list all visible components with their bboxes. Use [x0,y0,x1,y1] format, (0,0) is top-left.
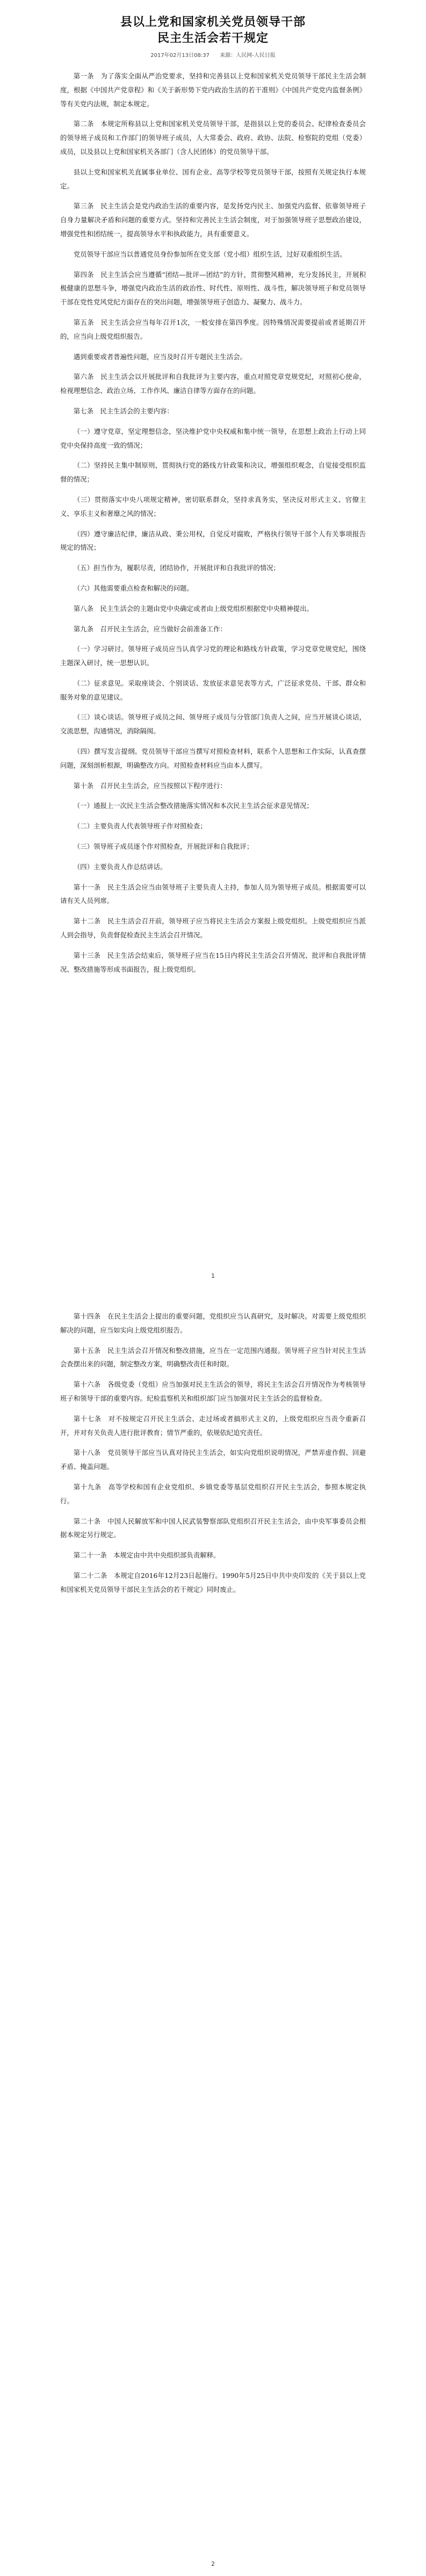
page-1-content [60,14,366,983]
article-paragraph: 第二十二条 本规定自2016年12月23日起施行。1990年5月25日中共中央印发的《关于县以上党和国家机关党员领导干部民主生活会的若干规定》同时废止。 [60,1571,366,1593]
page-number: 2 [211,2560,215,2567]
source-label: 来源：人民网-人民日报 [220,53,276,59]
article-paragraph: （三）领导班子成员逐个作对照检查，开展批评和自我批评； [73,842,254,851]
article-paragraph: 第十七条 对不按规定召开民主生活会、走过场或者搞形式主义的，上级党组织应当责令重新召开，并对有关负责人进行批评教育；情节严重的，依规依纪追究责任。 [60,1414,366,1437]
article-paragraph: （三）谈心谈话。领导班子成员之间、领导班子成员与分管部门负责人之间，应当开展谈心谈话，交流思想，沟通情况，消除隔阂。 [60,713,366,736]
article-paragraph: 第一条 为了落实全面从严治党要求，坚持和完善县以上党和国家机关党员领导干部民主生活会制度，根据《中国共产党章程》和《关于新形势下党内政治生活的若干准则》《中国共产党党内监督条例》等有关党内法规，制定本规定。 [60,72,366,108]
page-2-body [60,1309,366,1597]
article-paragraph: 第六条 民主生活会以开展批评和自我批评为主要内容，重点对照党章党规党纪，对照初心使命，检视理想信念、政治立场、工作作风、廉洁自律等方面存在的问题。 [60,373,366,395]
article-paragraph: 第十二条 民主生活会召开前，领导班子应当将民主生活会方案报上级党组织。上级党组织应当派人到会指导，负责督促检查民主生活会召开情况。 [60,917,366,940]
page-1-body [60,69,366,976]
article-paragraph: 第四条 民主生活会应当遵循“团结—批评—团结”的方针，贯彻整风精神，充分发扬民主，开展积极健康的思想斗争，增强党内政治生活的政治性、时代性、原则性、战斗性，解决领导班子和党员领导干部在党性党风党纪方面存在的突出问题，增强领导班子创造力、凝聚力、战斗力。 [60,270,366,307]
article-paragraph: 第十条 召开民主生活会，应当按照以下程序进行： [73,781,227,790]
article-paragraph: （二）主要负责人代表领导班子作对照检查； [73,822,207,831]
publish-date: 2017年02月13日08:37 [150,53,210,59]
article-paragraph: 第十三条 民主生活会结束后，领导班子应当在15日内将民主生活会召开情况、批评和自我批评情况、整改措施等形成书面报告，报上级党组织。 [60,951,366,973]
article-paragraph: 第八条 民主生活会的主题由党中央确定或者由上级党组织根据党中央精神提出。 [73,604,313,613]
article-paragraph: （六）其他需要重点检查和解决的问题。 [73,584,193,592]
document-meta [60,50,366,59]
article-paragraph: 第十五条 民主生活会召开情况和整改措施，应当在一定范围内通报。领导班子应当针对民主生活会查摆出来的问题，制定整改方案，明确整改责任和时限。 [60,1346,366,1369]
article-paragraph: （三）贯彻落实中央八项规定精神，密切联系群众，坚持求真务实，坚决反对形式主义、官僚主义、享乐主义和奢靡之风的情况； [60,495,366,518]
article-paragraph: （四）撰写发言提纲。党员领导干部应当撰写对照检查材料，联系个人思想和工作实际，认真查摆问题，深刻剖析根源，明确整改方向。对照检查材料应当由本人撰写。 [60,747,366,769]
article-paragraph: （一）遵守党章，坚定理想信念，坚决维护党中央权威和集中统一领导，在思想上政治上行动上同党中央保持高度一致的情况； [60,427,366,449]
article-paragraph: 遇到重要或者普遍性问题，应当及时召开专题民主生活会。 [73,352,247,361]
article-paragraph: （二）征求意见。采取座谈会、个别谈话、发放征求意见表等方式，广泛征求党员、干部、群众和服务对象的意见建议。 [60,679,366,701]
article-paragraph: （五）担当作为，履职尽责，团结协作，开展批评和自我批评的情况； [73,564,280,572]
page-number: 1 [211,1272,215,1279]
article-paragraph: 第三条 民主生活会是党内政治生活的重要内容，是发扬党内民主、加强党内监督、依靠领导班子自身力量解决矛盾和问题的重要方式。坚持和完善民主生活会制度，对于加强领导班子思想政治建设，增强党性和团结统一，提高领导水平和执政能力，具有重要意义。 [60,202,366,238]
document-title-line-2: 民主生活会若干规定 [157,31,269,45]
article-paragraph: （一）学习研讨。领导班子成员应当认真学习党的理论和路线方针政策，学习党章党规党纪，围绕主题深入研讨，统一思想认识。 [60,645,366,667]
page-2-content [60,1309,366,1603]
article-paragraph: 县以上党和国家机关直属事业单位、国有企业、高等学校等党员领导干部，按照有关规定执行本规定。 [60,168,366,190]
article-paragraph: 党员领导干部应当以普通党员身份参加所在党支部（党小组）组织生活，过好双重组织生活。 [73,250,346,258]
document-title-line-1: 县以上党和国家机关党员领导干部 [120,15,306,29]
article-paragraph: 第十八条 党员领导干部应当认真对待民主生活会，如实向党组织说明情况，严禁弄虚作假、回避矛盾、掩盖问题。 [60,1449,366,1471]
article-paragraph: （二）坚持民主集中制原则，贯彻执行党的路线方针政策和决议，增强组织观念，自觉接受组织监督的情况； [60,461,366,484]
article-paragraph: 第二十条 中国人民解放军和中国人民武装警察部队党组织召开民主生活会，由中央军事委员会根据本规定另行规定。 [60,1517,366,1539]
article-paragraph: 第二十一条 本规定由中共中央组织部负责解释。 [73,1551,220,1560]
article-paragraph: 第十九条 高等学校和国有企业党组织、乡镇党委等基层党组织召开民主生活会，参照本规定执行。 [60,1482,366,1505]
article-paragraph: 第二条 本规定所称县以上党和国家机关党员领导干部，是指县以上党的委员会、纪律检查委员会的领导班子成员和工作部门的领导班子成员，人大常委会、政府、政协、法院、检察院的党组（党委）成员，以及县以上党和国家机关各部门（含人民团体）的党员领导干部。 [60,120,366,156]
article-paragraph: 第十四条 在民主生活会上提出的重要问题，党组织应当认真研究，及时解决。对需要上级党组织解决的问题，应当如实向上级党组织报告。 [60,1312,366,1334]
article-paragraph: （四）遵守廉洁纪律，廉洁从政、秉公用权，自觉反对腐败，严格执行领导干部个人有关事项报告规定的情况； [60,529,366,552]
article-paragraph: 第五条 民主生活会应当每年召开1次，一般安排在第四季度。因特殊情况需要提前或者延期召开的，应当向上级党组织报告。 [60,318,366,340]
article-paragraph: 第十六条 各级党委（党组）应当加强对民主生活会的领导，将民主生活会召开情况作为考核领导班子和领导干部的重要内容。纪检监察机关和组织部门应当加强对民主生活会的监督检查。 [60,1380,366,1402]
page-2 [0,1288,426,2576]
article-paragraph: 第九条 召开民主生活会，应当做好会前准备工作： [73,624,227,633]
article-paragraph: （四）主要负责人作总结讲话。 [73,862,167,871]
article-paragraph: （一）通报上一次民主生活会整改措施落实情况和本次民主生活会征求意见情况； [73,802,313,810]
article-paragraph: 第七条 民主生活会的主要内容： [73,406,174,415]
article-paragraph: 第十一条 民主生活会应当由领导班子主要负责人主持，参加人员为领导班子成员。根据需要可以请有关人员列席。 [60,883,366,905]
